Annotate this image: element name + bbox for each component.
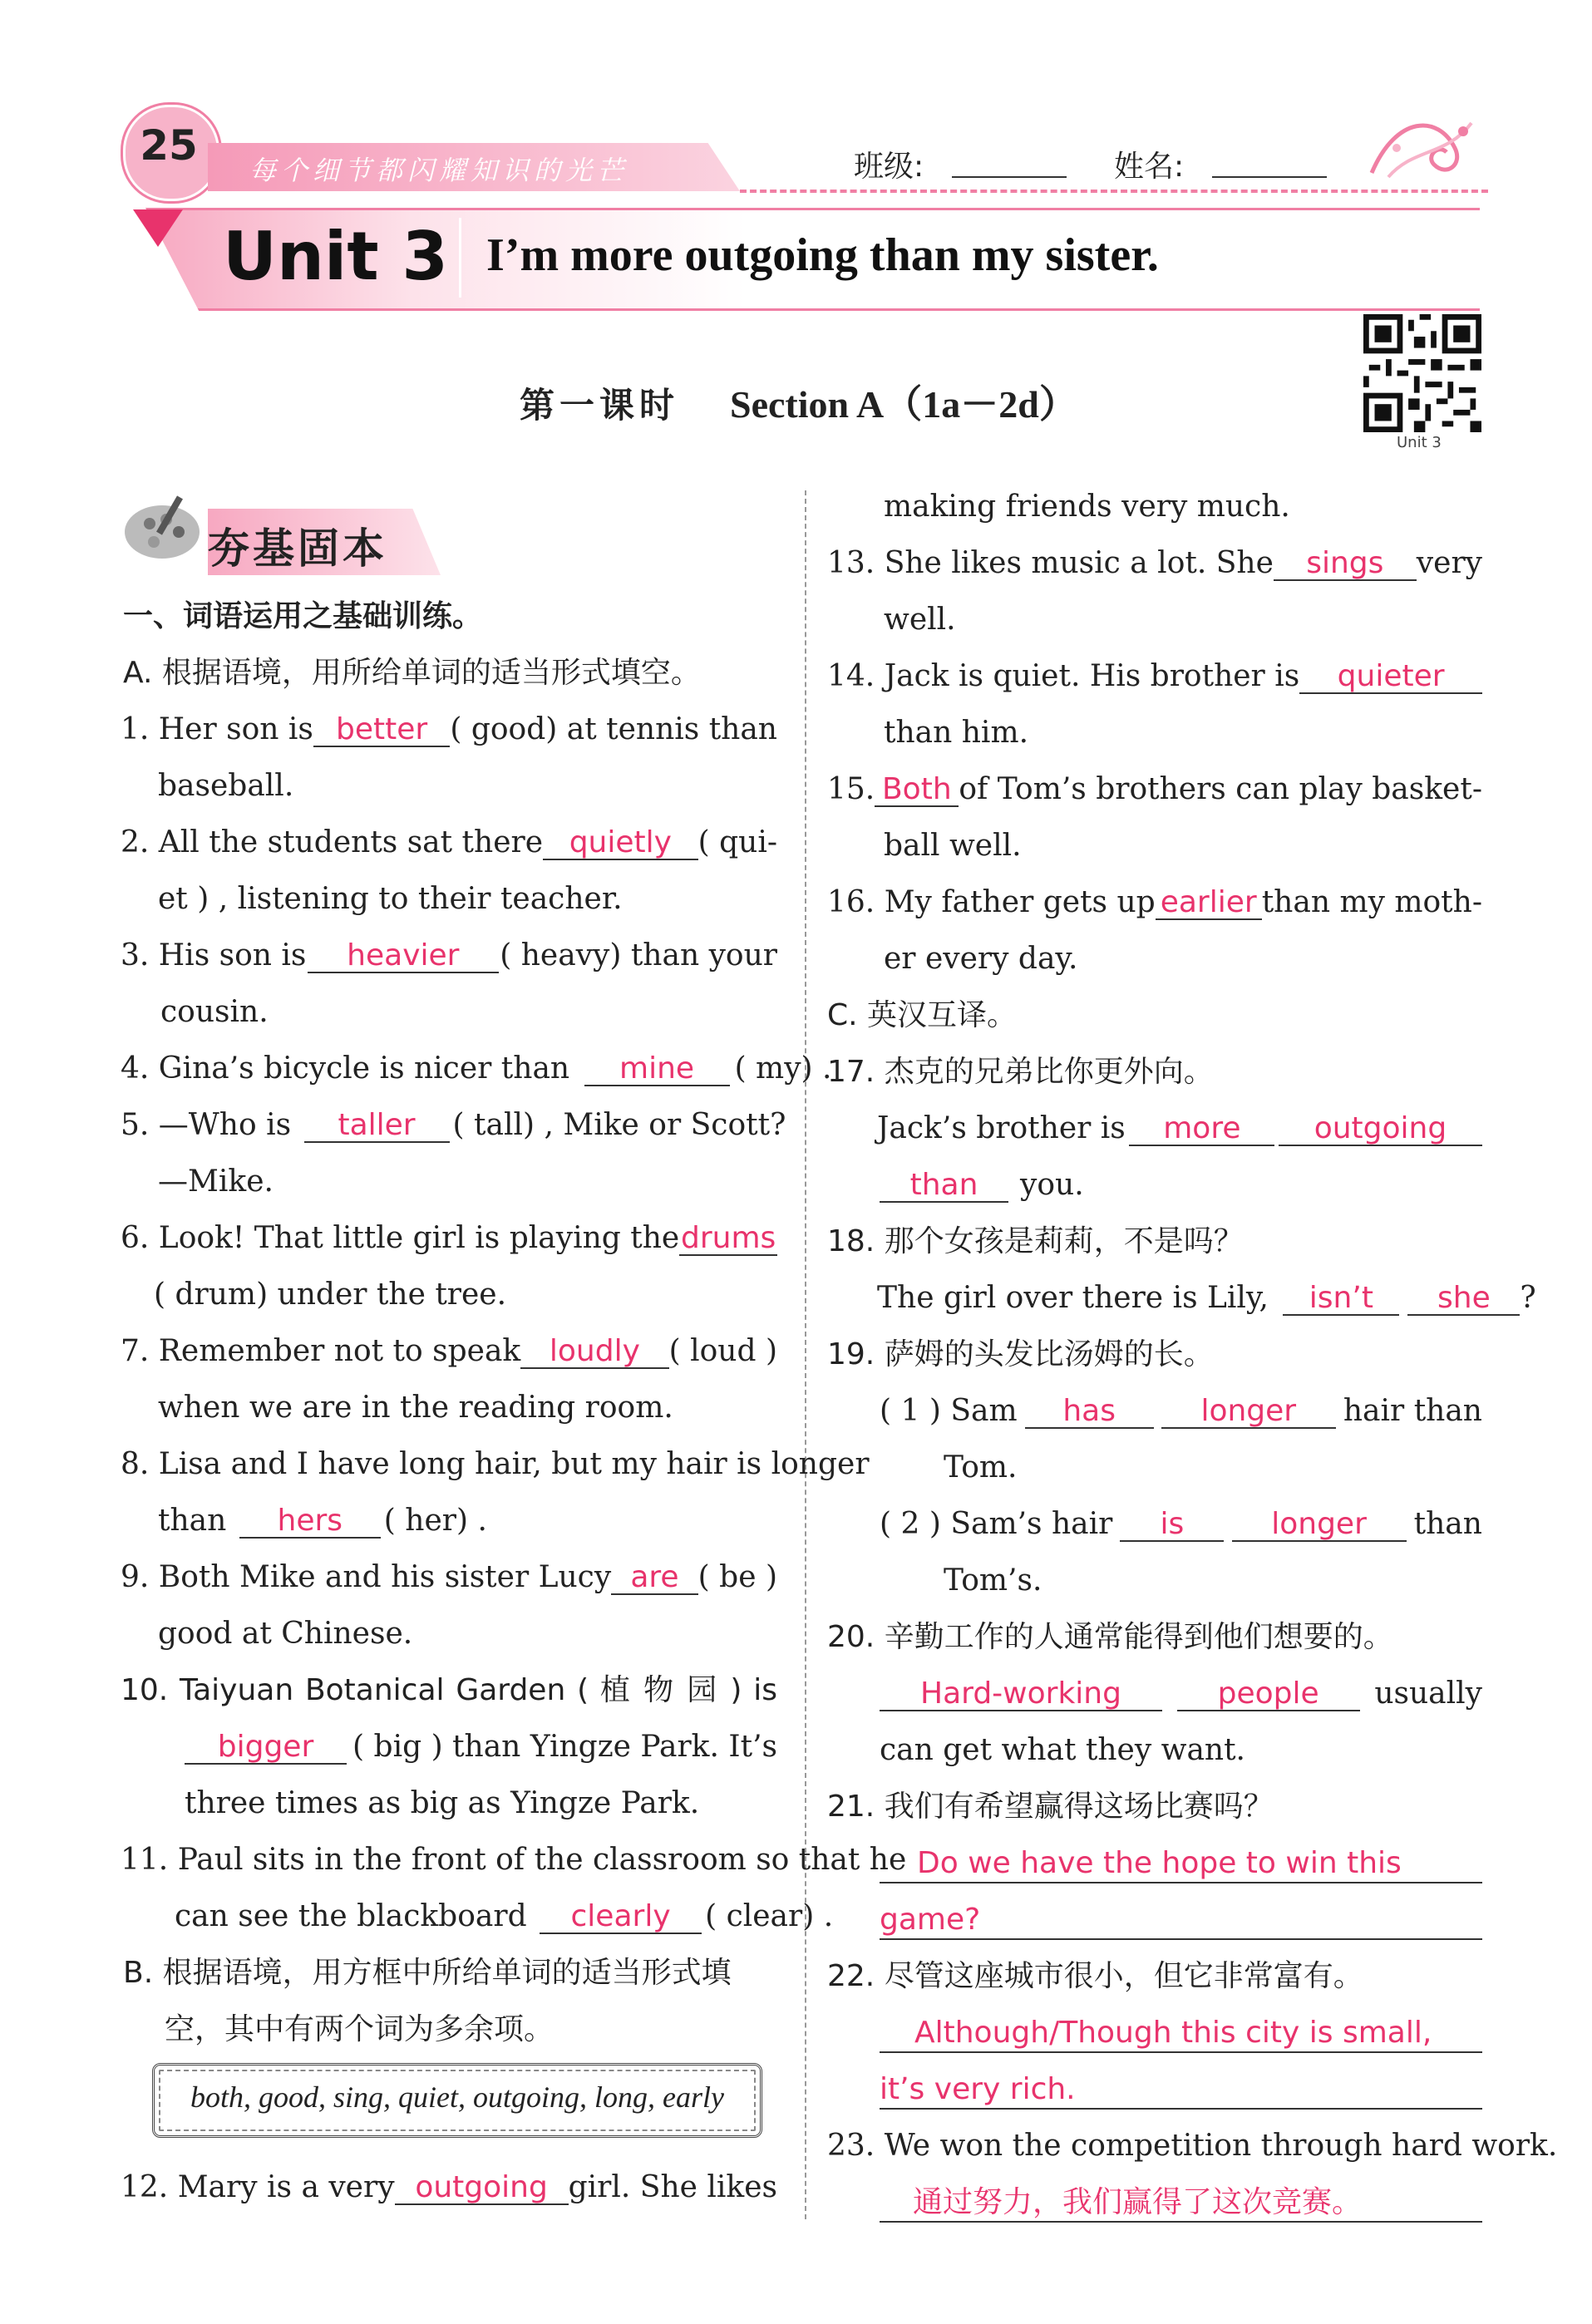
question-1: 1. Her son is better ( good) at tennis than xyxy=(121,712,777,746)
question-20-cn: 20. 辛勤工作的人通常能得到他们想要的。 xyxy=(827,1620,1393,1654)
partA-title: A. 根据语境，用所给单词的适当形式填空。 xyxy=(123,656,701,690)
question-11-cont: can see the blackboard clearly ( clear) . xyxy=(175,1899,834,1933)
unit-triangle-icon xyxy=(133,209,183,247)
question-17: Jack’s brother is more outgoing xyxy=(877,1110,1482,1147)
question-19-1: ( 1 ) Sam has longer hair than xyxy=(880,1394,1482,1428)
name-label: 姓名: xyxy=(1114,150,1185,184)
question-16: 16. My father gets up earlier than my moth- xyxy=(827,885,1482,919)
partB-title-cont: 空，其中有两个词为多余项。 xyxy=(165,2012,554,2046)
answer-line[interactable]: Although/Though this city is small, xyxy=(880,2015,1482,2053)
answer-blank[interactable]: outgoing xyxy=(395,2172,569,2205)
qr-code-icon[interactable] xyxy=(1363,314,1481,432)
question-7-cont: when we are in the reading room. xyxy=(158,1391,673,1425)
slogan: 每个细节都闪耀知识的光芒 xyxy=(249,155,629,186)
unit-title: I’m more outgoing than my sister. xyxy=(486,229,1159,281)
answer-blank[interactable]: Both xyxy=(875,774,959,807)
question-18: The girl over there is Lily, isn’t she ? xyxy=(877,1281,1536,1315)
question-18-cn: 18. 那个女孩是莉莉，不是吗？ xyxy=(827,1224,1244,1258)
class-label: 班级: xyxy=(854,150,924,184)
question-7: 7. Remember not to speak loudly ( loud ) xyxy=(121,1334,777,1368)
question-15: 15. Both of Tom’s brothers can play basket- xyxy=(827,772,1482,806)
question-9: 9. Both Mike and his sister Lucy are ( be ) xyxy=(121,1560,777,1594)
answer-blank[interactable]: are xyxy=(611,1562,697,1595)
question-13: 13. She likes music a lot. She sings very xyxy=(827,546,1482,580)
question-19-1-cont: Tom. xyxy=(944,1450,1018,1485)
question-17-cont: than you. xyxy=(880,1167,1084,1204)
answer-blank[interactable]: she xyxy=(1407,1283,1520,1316)
question-4: 4. Gina’s bicycle is nicer than mine ( my) . xyxy=(121,1051,832,1086)
question-10-cont: bigger ( big ) than Yingze Park. It’s xyxy=(185,1729,777,1765)
question-1-cont: baseball. xyxy=(158,769,294,803)
question-12-cont: making friends very much. xyxy=(884,490,1290,524)
unit-divider xyxy=(459,218,461,298)
question-20-cont: can get what they want. xyxy=(880,1733,1245,1767)
answer-line[interactable]: it’s very rich. xyxy=(880,2071,1482,2110)
palette-icon xyxy=(121,490,204,565)
question-10-cont2: three times as big as Yingze Park. xyxy=(185,1786,700,1820)
answer-blank[interactable]: earlier xyxy=(1156,887,1262,920)
header-dashed-line xyxy=(740,190,1488,193)
question-6: 6. Look! That little girl is playing the drums xyxy=(121,1221,776,1255)
answer-line[interactable]: 通过努力，我们赢得了这次竞赛。 xyxy=(880,2184,1482,2223)
answer-blank[interactable]: quietly xyxy=(543,827,698,860)
question-5: 5. —Who is taller ( tall) , Mike or Scott? xyxy=(121,1108,786,1142)
unit-label: Unit 3 xyxy=(223,218,449,295)
question-22-cn: 22. 尽管这座城市很小，但它非常富有。 xyxy=(827,1959,1363,1993)
question-21-cn: 21. 我们有希望赢得这场比赛吗？ xyxy=(827,1790,1274,1824)
answer-blank[interactable]: sings xyxy=(1274,548,1417,581)
section-badge: 夯基固本 xyxy=(208,524,387,573)
question-13-cont: well. xyxy=(884,603,956,637)
answer-blank[interactable]: taller xyxy=(304,1110,450,1143)
question-3-cont: cousin. xyxy=(160,995,269,1029)
question-14: 14. Jack is quiet. His brother is quieter xyxy=(827,658,1482,695)
answer-blank[interactable]: drums xyxy=(680,1221,776,1255)
question-15-cont: ball well. xyxy=(884,829,1022,863)
question-19-cn: 19. 萨姆的头发比汤姆的长。 xyxy=(827,1337,1214,1371)
answer-blank[interactable]: Hard-working xyxy=(880,1678,1162,1711)
question-2: 2. All the students sat there quietly ( qui- xyxy=(121,825,777,859)
answer-blank[interactable]: people xyxy=(1177,1678,1360,1711)
column-divider xyxy=(805,490,806,2219)
answer-line[interactable]: game? xyxy=(880,1902,1482,1940)
answer-blank[interactable]: more xyxy=(1129,1113,1274,1146)
class-field[interactable] xyxy=(952,176,1067,178)
answer-blank[interactable]: loudly xyxy=(520,1336,668,1369)
question-8-cont: than hers ( her) . xyxy=(158,1504,487,1538)
section-title: 一、词语运用之基础训练。 xyxy=(123,599,483,633)
question-2-cont: et ) , listening to their teacher. xyxy=(158,882,623,916)
lesson-cn: 第一课时 xyxy=(520,385,680,426)
name-field[interactable] xyxy=(1212,176,1327,178)
answer-blank[interactable]: clearly xyxy=(540,1901,702,1934)
question-9-cont: good at Chinese. xyxy=(158,1617,413,1651)
answer-line[interactable]: Do we have the hope to win this xyxy=(880,1845,1482,1883)
answer-blank[interactable]: longer xyxy=(1232,1509,1407,1542)
qr-caption: Unit 3 xyxy=(1397,434,1442,451)
answer-blank[interactable]: heavier xyxy=(308,940,499,973)
question-6-cont: ( drum) under the tree. xyxy=(154,1278,507,1312)
answer-blank[interactable]: quieter xyxy=(1299,661,1482,694)
answer-blank[interactable]: has xyxy=(1025,1396,1154,1429)
question-19-2: ( 2 ) Sam’s hair is longer than xyxy=(880,1507,1482,1541)
question-5-cont: —Mike. xyxy=(158,1164,274,1199)
question-11: 11. Paul sits in the front of the classroom so that he xyxy=(121,1843,907,1877)
word-box-text: both, good, sing, quiet, outgoing, long, early xyxy=(190,2080,724,2114)
page-number: 25 xyxy=(140,121,198,170)
lesson-en: Section A（1a－2d） xyxy=(730,383,1077,426)
header xyxy=(0,0,1592,316)
question-20: Hard-working people usually xyxy=(880,1676,1482,1712)
partC-title: C. 英汉互译。 xyxy=(827,998,1018,1032)
answer-blank[interactable]: outgoing xyxy=(1279,1113,1482,1146)
question-3: 3. His son is heavier ( heavy) than your xyxy=(121,938,777,972)
question-17-cn: 17. 杰克的兄弟比你更外向。 xyxy=(827,1055,1214,1089)
question-14-cont: than him. xyxy=(884,716,1029,750)
answer-blank[interactable]: than xyxy=(880,1169,1008,1203)
question-8: 8. Lisa and I have long hair, but my hair is longer xyxy=(121,1447,870,1481)
question-23: 23. We won the competition through hard work. xyxy=(827,2129,1558,2163)
answer-blank[interactable]: bigger xyxy=(185,1731,347,1765)
question-12: 12. Mary is a very outgoing girl. She likes xyxy=(121,2170,777,2204)
answer-blank[interactable]: longer xyxy=(1161,1396,1336,1429)
answer-blank[interactable]: is xyxy=(1120,1509,1224,1542)
question-10: 10. Taiyuan Botanical Garden ( 植 物 园 ) is xyxy=(121,1673,777,1707)
question-16-cont: er every day. xyxy=(884,942,1078,976)
partB-title: B. 根据语境，用方框中所给单词的适当形式填 xyxy=(123,1956,732,1990)
flourish-icon xyxy=(1363,98,1480,190)
question-19-2-cont: Tom’s. xyxy=(944,1563,1042,1598)
answer-blank[interactable]: better xyxy=(313,714,450,747)
answer-blank[interactable]: mine xyxy=(584,1053,730,1086)
answer-blank[interactable]: isn’t xyxy=(1283,1283,1399,1316)
answer-blank[interactable]: hers xyxy=(239,1505,381,1539)
